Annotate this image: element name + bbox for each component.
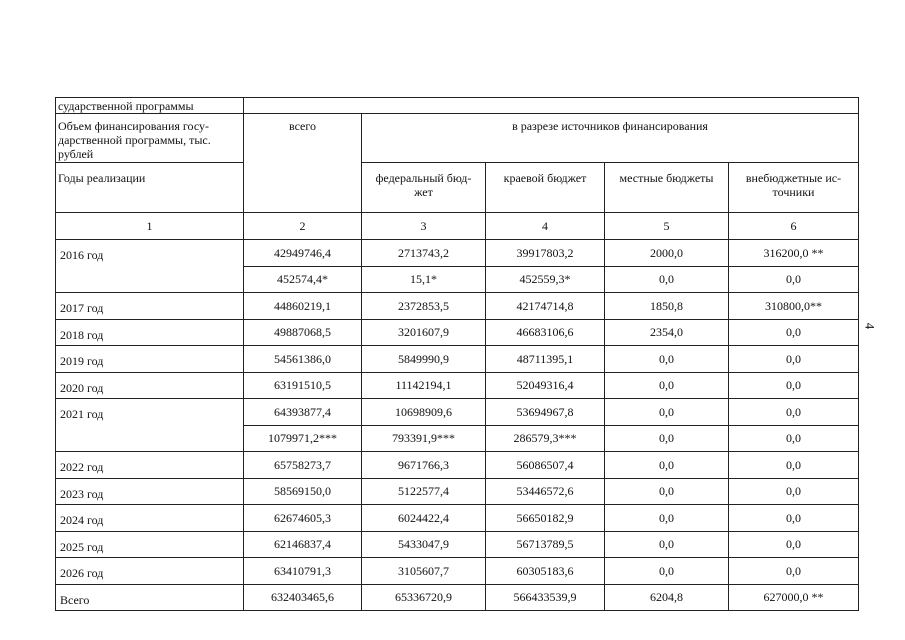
regional-value-cell: 566433539,9 [486, 584, 605, 611]
total-value-cell: 49887068,5 [244, 319, 362, 346]
extrabudget-value-cell: 0,0 [729, 319, 859, 346]
federal-value-cell: 5433047,9 [362, 531, 486, 558]
continued-label-cell: сударственной программы [56, 98, 244, 114]
federal-value-cell: 5122577,4 [362, 478, 486, 505]
total-value-cell: 62674605,3 [244, 505, 362, 532]
table-row [56, 346, 859, 373]
regional-value-cell: 286579,3*** [486, 425, 605, 452]
table-row [56, 293, 859, 320]
regional-value-cell: 452559,3* [486, 266, 605, 293]
regional-value-cell: 42174714,8 [486, 293, 605, 320]
federal-value-cell: 65336720,9 [362, 584, 486, 611]
local-value-cell: 6204,8 [605, 584, 729, 611]
regional-value-cell: 48711395,1 [486, 346, 605, 373]
volume-header: Объем финансирования госу- дарственной программы, тыс. рублей [56, 114, 244, 163]
regional-value-cell: 56086507,4 [486, 452, 605, 479]
table-row [56, 319, 859, 346]
extrabudget-value-cell: 0,0 [729, 558, 859, 585]
total-value-cell: 54561386,0 [244, 346, 362, 373]
regional-value-cell: 56650182,9 [486, 505, 605, 532]
year-cell: 2020 год [56, 372, 244, 399]
regional-header: краевой бюджет [486, 163, 605, 213]
federal-value-cell: 793391,9*** [362, 425, 486, 452]
total-value-cell: 42949746,4 [244, 240, 362, 267]
year-cell: 2024 год [56, 505, 244, 532]
page-number: 4 [862, 322, 878, 330]
federal-value-cell: 6024422,4 [362, 505, 486, 532]
table-row [56, 558, 859, 585]
year-cell: 2018 год [56, 319, 244, 346]
total-value-cell: 632403465,6 [244, 584, 362, 611]
total-header: всего [244, 114, 362, 213]
local-value-cell: 0,0 [605, 558, 729, 585]
table-row [56, 584, 859, 611]
total-value-cell: 44860219,1 [244, 293, 362, 320]
column-number: 6 [729, 213, 859, 240]
federal-value-cell: 5849990,9 [362, 346, 486, 373]
local-value-cell: 0,0 [605, 505, 729, 532]
table-row [56, 452, 859, 479]
year-cell: 2016 год [56, 240, 244, 293]
column-numbers-row [56, 213, 859, 240]
column-number: 5 [605, 213, 729, 240]
years-header: Годы реализации [56, 163, 244, 213]
local-value-cell: 0,0 [605, 346, 729, 373]
extrabudget-value-cell: 0,0 [729, 505, 859, 532]
extrabudget-value-cell: 0,0 [729, 346, 859, 373]
federal-value-cell: 3105607,7 [362, 558, 486, 585]
extrabudget-header: внебюджетные ис- точники [729, 163, 859, 213]
year-cell: 2019 год [56, 346, 244, 373]
local-value-cell: 0,0 [605, 478, 729, 505]
table-row [56, 240, 859, 267]
total-value-cell: 1079971,2*** [244, 425, 362, 452]
year-cell: 2017 год [56, 293, 244, 320]
table-body [56, 240, 859, 611]
extrabudget-value-cell: 0,0 [729, 425, 859, 452]
header-row [56, 114, 859, 163]
federal-header: федеральный бюд- жет [362, 163, 486, 213]
column-number: 1 [56, 213, 244, 240]
regional-value-cell: 60305183,6 [486, 558, 605, 585]
table-row [56, 478, 859, 505]
table-row [56, 531, 859, 558]
total-value-cell: 64393877,4 [244, 399, 362, 426]
extrabudget-value-cell: 316200,0 ** [729, 240, 859, 267]
federal-value-cell: 10698909,6 [362, 399, 486, 426]
extrabudget-value-cell: 0,0 [729, 372, 859, 399]
table-row [56, 505, 859, 532]
regional-value-cell: 56713789,5 [486, 531, 605, 558]
table-row [56, 372, 859, 399]
table-top-row [56, 98, 859, 114]
year-cell: 2026 год [56, 558, 244, 585]
year-cell: 2025 год [56, 531, 244, 558]
extrabudget-value-cell: 310800,0** [729, 293, 859, 320]
local-value-cell: 0,0 [605, 452, 729, 479]
extrabudget-value-cell: 0,0 [729, 266, 859, 293]
local-value-cell: 0,0 [605, 399, 729, 426]
regional-value-cell: 46683106,6 [486, 319, 605, 346]
empty-cell [244, 98, 859, 114]
regional-value-cell: 53446572,6 [486, 478, 605, 505]
local-value-cell: 2354,0 [605, 319, 729, 346]
column-number: 2 [244, 213, 362, 240]
local-value-cell: 0,0 [605, 266, 729, 293]
financing-table [55, 97, 859, 611]
sources-header: в разрезе источников финансирования [362, 114, 859, 163]
extrabudget-value-cell: 0,0 [729, 531, 859, 558]
total-value-cell: 58569150,0 [244, 478, 362, 505]
regional-value-cell: 39917803,2 [486, 240, 605, 267]
federal-value-cell: 11142194,1 [362, 372, 486, 399]
year-cell: Всего [56, 584, 244, 611]
regional-value-cell: 52049316,4 [486, 372, 605, 399]
federal-value-cell: 9671766,3 [362, 452, 486, 479]
federal-value-cell: 15,1* [362, 266, 486, 293]
extrabudget-value-cell: 627000,0 ** [729, 584, 859, 611]
column-number: 4 [486, 213, 605, 240]
federal-value-cell: 3201607,9 [362, 319, 486, 346]
total-value-cell: 63191510,5 [244, 372, 362, 399]
total-value-cell: 65758273,7 [244, 452, 362, 479]
extrabudget-value-cell: 0,0 [729, 452, 859, 479]
table-row [56, 399, 859, 426]
local-value-cell: 2000,0 [605, 240, 729, 267]
local-value-cell: 0,0 [605, 531, 729, 558]
local-value-cell: 1850,8 [605, 293, 729, 320]
local-header: местные бюджеты [605, 163, 729, 213]
regional-value-cell: 53694967,8 [486, 399, 605, 426]
local-value-cell: 0,0 [605, 372, 729, 399]
extrabudget-value-cell: 0,0 [729, 399, 859, 426]
year-cell: 2021 год [56, 399, 244, 452]
year-cell: 2023 год [56, 478, 244, 505]
total-value-cell: 63410791,3 [244, 558, 362, 585]
total-value-cell: 62146837,4 [244, 531, 362, 558]
year-cell: 2022 год [56, 452, 244, 479]
extrabudget-value-cell: 0,0 [729, 478, 859, 505]
column-number: 3 [362, 213, 486, 240]
federal-value-cell: 2713743,2 [362, 240, 486, 267]
local-value-cell: 0,0 [605, 425, 729, 452]
subheader-row [56, 163, 859, 213]
federal-value-cell: 2372853,5 [362, 293, 486, 320]
total-value-cell: 452574,4* [244, 266, 362, 293]
